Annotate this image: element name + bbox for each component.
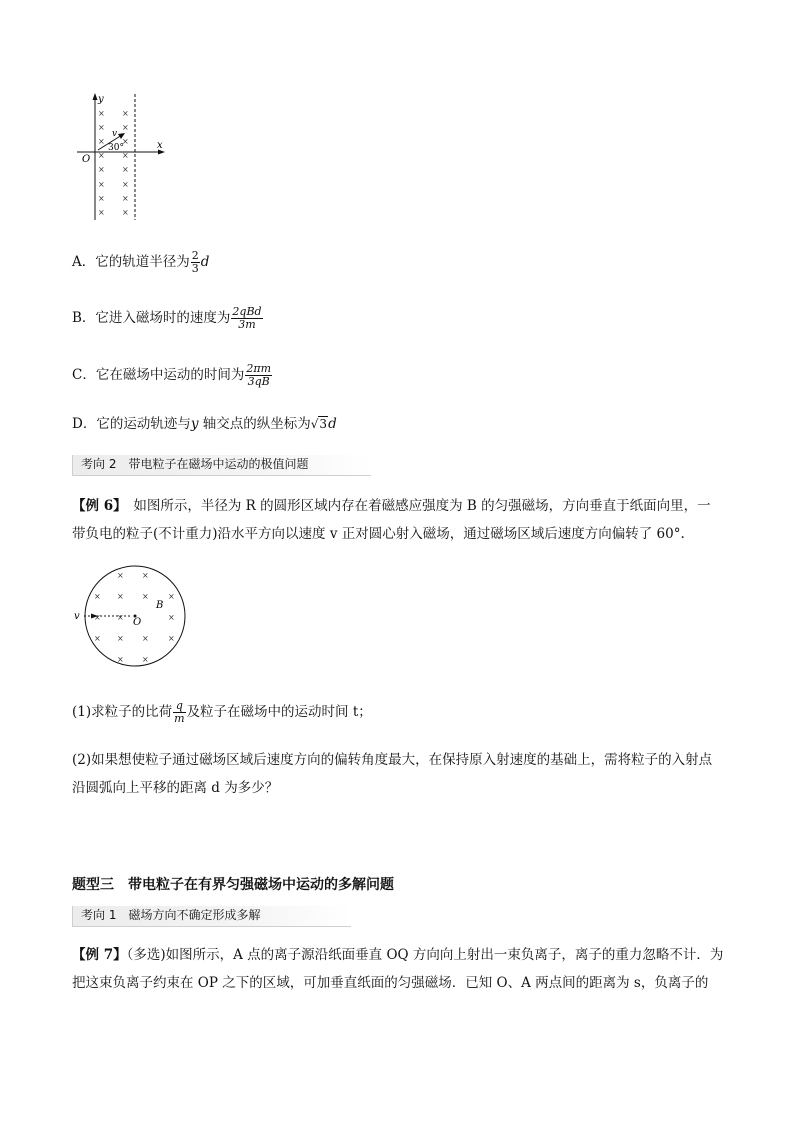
question-1-num: q (173, 700, 185, 713)
field-cross-mark: × (122, 208, 129, 217)
option-d (72, 414, 337, 434)
field-cross-mark: × (117, 592, 124, 601)
option-a-den: 3 (191, 262, 199, 275)
field-cross-mark: × (98, 123, 105, 132)
option-d-text: D．它的运动轨迹与 (72, 416, 191, 432)
question-1-suffix: 及粒子在磁场中的运动时间 t； (186, 704, 372, 720)
question-2: (2)如果想使粒子通过磁场区域后速度方向的偏转角度最大，在保持原入射速度的基础上，需将粒子的入射点沿圆弧向上平移的距离 d 为多少？ (72, 752, 713, 796)
center-label: O (133, 617, 142, 628)
option-b-fraction (231, 306, 262, 331)
axis-y-label: y (98, 94, 104, 105)
field-cross-mark: × (122, 123, 129, 132)
field-cross-mark: × (142, 571, 149, 580)
field-cross-mark: × (98, 194, 105, 203)
field-cross-mark: × (142, 655, 149, 664)
field-cross-mark: × (98, 180, 105, 189)
field-cross-mark: × (98, 151, 105, 160)
example-7 (72, 941, 724, 997)
option-c-text: C．它在磁场中运动的时间为 (72, 367, 245, 383)
option-b-num: 2qBd (232, 305, 262, 318)
field-cross-mark: × (122, 194, 129, 203)
figure-field-axes (74, 90, 174, 225)
option-a (72, 250, 209, 275)
field-cross-mark: × (122, 109, 129, 118)
question-1 (72, 700, 372, 725)
field-cross-mark: × (94, 634, 101, 643)
option-b-den: 3m (238, 318, 256, 331)
option-b (72, 306, 264, 331)
example-6-text: 如图所示，半径为 R 的圆形区域内存在着磁感应强度为 B 的匀强磁场，方向垂直于纸面向里，一带负电的粒子(不计重力)沿水平方向以速度 v 正对圆心射入磁场，通过磁场区域后速度方向偏转了 60°. (72, 498, 711, 542)
field-cross-mark: × (98, 165, 105, 174)
velocity-label: v (112, 129, 118, 139)
origin-label: O (82, 154, 91, 165)
field-cross-mark: × (117, 655, 124, 664)
figure-circular-field (72, 562, 192, 672)
field-cross-mark: × (117, 613, 124, 622)
example-7-text: （多选)如图所示，A 点的离子源沿纸面垂直 OQ 方向向上射出一束负离子，离子的重力忽略不计．为把这束负离子约束在 OP 之下的区域，可加垂直纸面的匀强磁场．已知 O、A 两点间的距离为 s，负离子的 (72, 947, 724, 991)
option-a-fraction (191, 250, 200, 275)
option-c-fraction (245, 363, 272, 388)
option-d-mid: 轴交点的纵坐标为 (198, 416, 311, 432)
field-cross-mark: × (117, 571, 124, 580)
field-cross-mark: × (98, 137, 105, 146)
field-cross-mark: × (122, 180, 129, 189)
field-cross-mark: × (142, 634, 149, 643)
field-cross-mark: × (168, 613, 175, 622)
field-cross-mark: × (117, 634, 124, 643)
example-7-tag: 【例 7】 (72, 947, 127, 963)
subhead-multiple-solutions: 考向 1 磁场方向不确定形成多解 (72, 906, 351, 927)
field-cross-mark: × (122, 165, 129, 174)
field-cross-mark: × (168, 634, 175, 643)
question-1-fraction (173, 700, 185, 725)
option-a-num: 2 (191, 249, 199, 262)
section-3-title: 题型三 带电粒子在有界匀强磁场中运动的多解问题 (72, 877, 394, 893)
field-cross-mark: × (94, 592, 101, 601)
angle-label: 30° (108, 143, 124, 153)
example-6 (72, 492, 724, 548)
field-cross-mark: × (122, 151, 129, 160)
velocity-label-2: v (74, 611, 80, 622)
question-1-prefix: (1)求粒子的比荷 (72, 704, 173, 720)
field-cross-mark: × (168, 592, 175, 601)
axis-x-label: x (157, 140, 163, 151)
field-cross-mark: × (98, 208, 105, 217)
option-a-var: d (200, 254, 210, 270)
option-d-sqrt: √3 (310, 417, 328, 431)
field-label: B (156, 600, 164, 611)
option-a-text: A．它的轨道半径为 (72, 254, 190, 270)
field-cross-mark: × (94, 613, 101, 622)
option-d-root: 3 (319, 417, 328, 431)
option-c-num: 2πm (246, 362, 272, 375)
field-cross-mark: × (142, 592, 149, 601)
option-b-text: B．它进入磁场时的速度为 (72, 310, 231, 326)
option-c-den: 3qB (247, 375, 270, 388)
option-c (72, 363, 273, 388)
example-6-tag: 【例 6】 (72, 498, 120, 514)
option-d-var: d (328, 416, 337, 432)
question-1-den: m (174, 712, 185, 725)
option-d-var-y: y (190, 416, 199, 432)
field-cross-mark: × (98, 109, 105, 118)
field-cross-mark: × (122, 137, 129, 146)
subhead-extreme-value: 考向 2 带电粒子在磁场中运动的极值问题 (72, 455, 371, 476)
